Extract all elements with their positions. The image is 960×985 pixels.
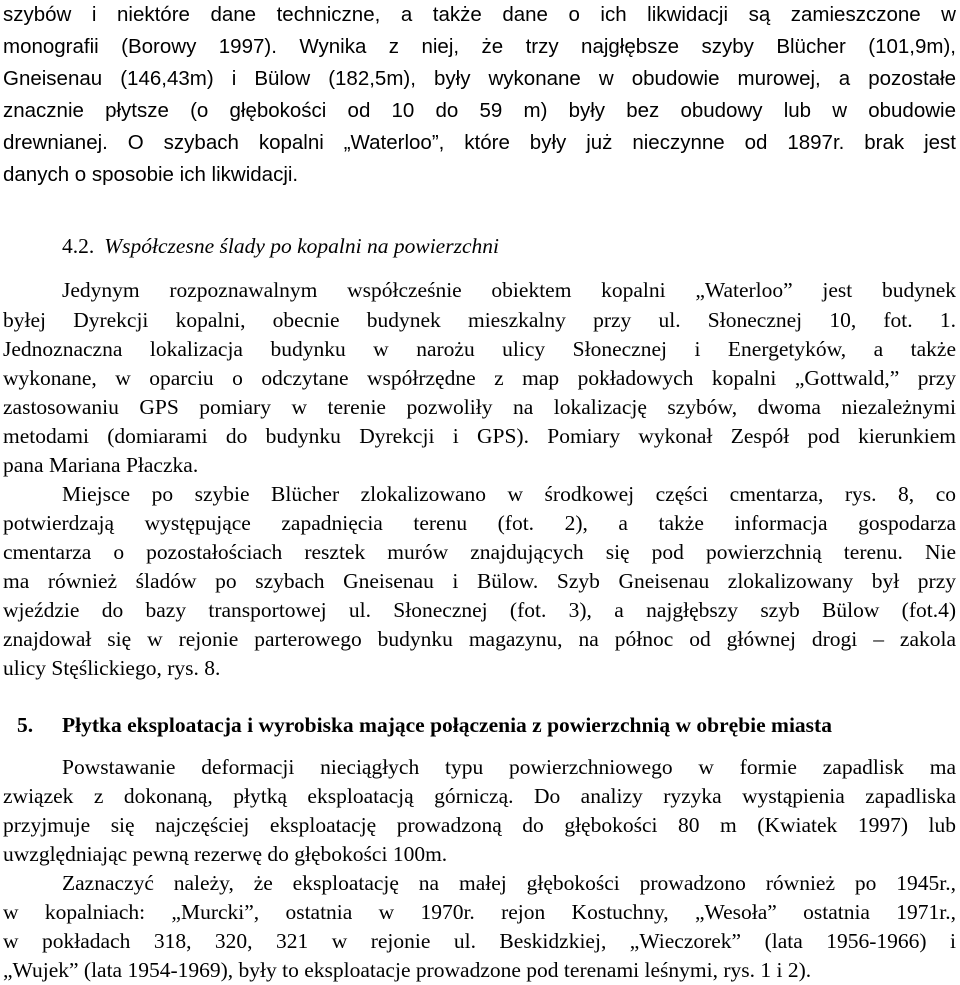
text-line: metodami (domiarami do budynku Dyrekcji i GPS). Pomiary wykonał Zespół pod kierunkiem [3, 424, 956, 448]
text-line: danych o sposobie ich likwidacji. [3, 163, 299, 186]
text-line: „Wujek” (lata 1954-1969), były to eksploatacje prowadzone pod terenami leśnymi, rys. 1 i 2). [3, 958, 812, 982]
text-line: ma również śladów po szybach Gneisenau i Bülow. Szyb Gneisenau zlokalizowany był przy [3, 569, 956, 593]
text-line: przyjmuje się najczęściej eksploatację prowadzoną do głębokości 80 m (Kwiatek 1997) lub [3, 813, 956, 837]
text-line: związek z dokonaną, płytką eksploatacją górniczą. Do analizy ryzyka wystąpienia zapadliska [3, 784, 956, 808]
text-line: Gneisenau (146,43m) i Bülow (182,5m), były wykonane w obudowie murowej, a pozostałe [3, 67, 956, 90]
text-line: zastosowaniu GPS pomiary w terenie pozwoliły na lokalizację szybów, dwoma niezależnymi [3, 395, 956, 419]
text-line: Jedynym rozpoznawalnym współcześnie obiektem kopalni „Waterloo” jest budynek [62, 278, 956, 302]
subsection-number: 4.2. [62, 234, 95, 258]
text-line: w pokładach 318, 320, 321 w rejonie ul. Beskidzkiej, „Wieczorek” (lata 1956-1966) i [3, 929, 956, 953]
text-line: ulicy Stęślickiego, rys. 8. [3, 656, 221, 680]
text-line: uwzględniając pewną rezerwę do głębokości 100m. [3, 842, 448, 866]
text-line: byłej Dyrekcji kopalni, obecnie budynek mieszkalny przy ul. Słonecznej 10, fot. 1. [3, 308, 956, 332]
text-line: drewnianej. O szybach kopalni „Waterloo”, które były już nieczynne od 1897r. brak jest [3, 131, 956, 154]
subsection-title: Współczesne ślady po kopalni na powierzchni [104, 234, 499, 258]
subsection-heading [62, 231, 499, 261]
section-heading [17, 709, 832, 741]
text-line: w kopalniach: „Murcki”, ostatnia w 1970r. rejon Kostuchny, „Wesoła” ostatnia 1971r., [3, 900, 956, 924]
text-line: Miejsce po szybie Blücher zlokalizowano w środkowej części cmentarza, rys. 8, co [62, 482, 956, 506]
text-line: potwierdzają występujące zapadnięcia terenu (fot. 2), a także informacja gospodarza [3, 511, 956, 535]
text-line: Jednoznaczna lokalizacja budynku w narożu ulicy Słonecznej i Energetyków, a także [3, 337, 956, 361]
section-title: Płytka eksploatacja i wyrobiska mające połączenia z powierzchnią w obrębie miasta [62, 713, 832, 737]
section-number: 5. [17, 713, 34, 737]
text-line: Powstawanie deformacji nieciągłych typu powierzchniowego w formie zapadlisk ma [62, 755, 956, 779]
text-line: szybów i niektóre dane techniczne, a także dane o ich likwidacji są zamieszczone w [3, 3, 956, 26]
text-line: znacznie płytsze (o głębokości od 10 do 59 m) były bez obudowy lub w obudowie [3, 99, 956, 122]
text-line: wjeździe do bazy transportowej ul. Słonecznej (fot. 3), a najgłębszy szyb Bülow (fot.4) [3, 598, 956, 622]
text-line: Zaznaczyć należy, że eksploatację na małej głębokości prowadzono również po 1945r., [62, 871, 956, 895]
text-line: znajdował się w rejonie parterowego budynku magazynu, na północ od głównej drogi – zakola [3, 627, 956, 651]
text-line: pana Mariana Płaczka. [3, 453, 199, 477]
text-line: monografii (Borowy 1997). Wynika z niej, że trzy najgłębsze szyby Blücher (101,9m), [3, 35, 956, 58]
text-line: wykonane, w oparciu o odczytane współrzędne z map pokładowych kopalni „Gottwald,” przy [3, 366, 956, 390]
text-line: cmentarza o pozostałościach resztek murów znajdujących się pod powierzchnią terenu. Nie [3, 540, 956, 564]
